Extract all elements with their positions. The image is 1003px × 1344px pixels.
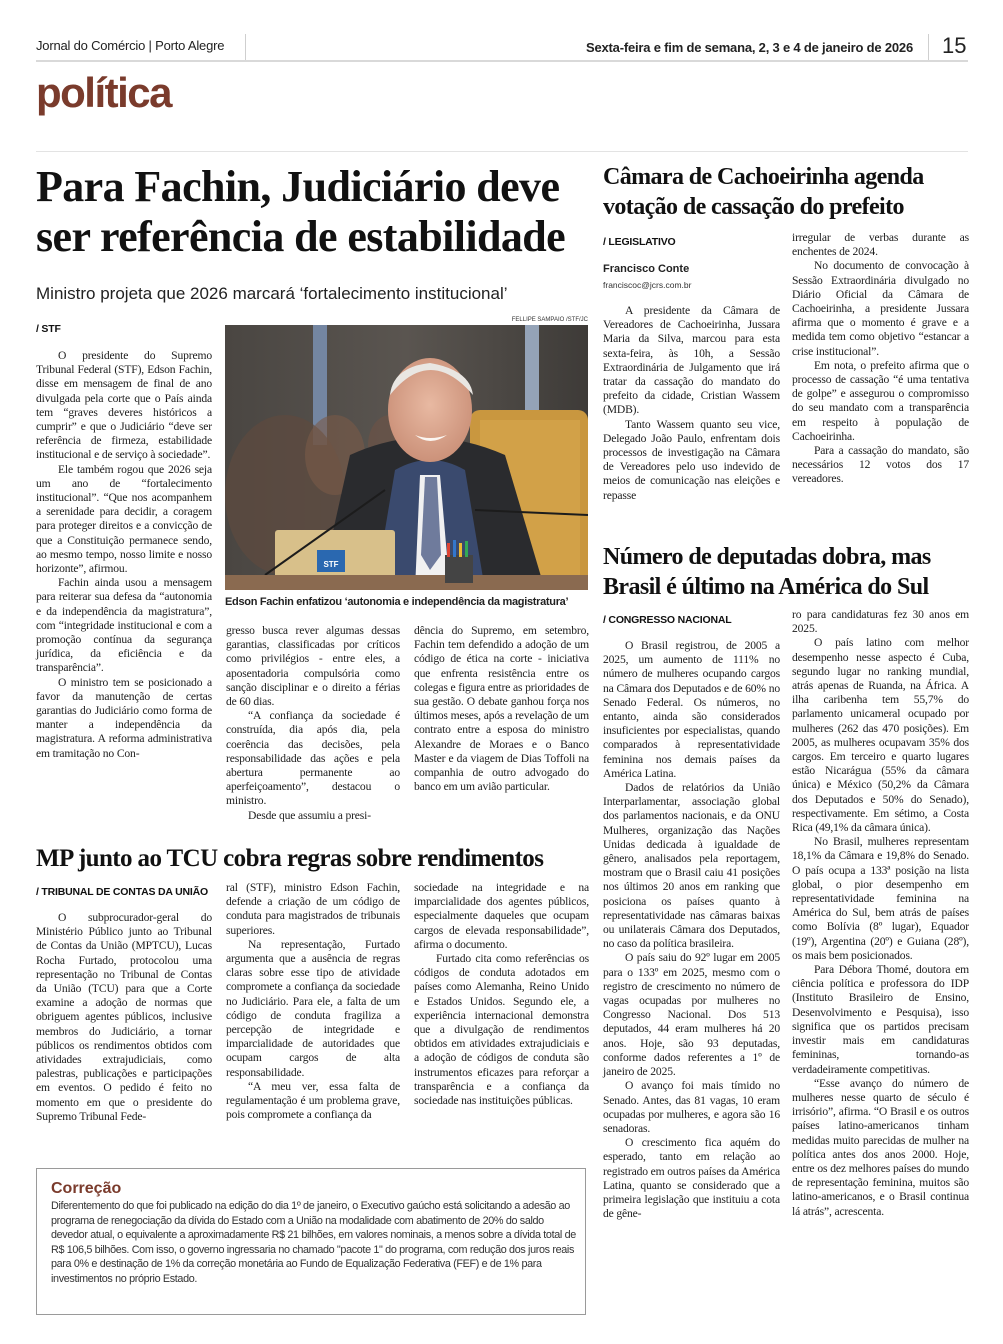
paragraph: O ministro tem se posicionado a favor da manutenção de certas garantias do Judiciário como forma de manter a independência da magistratura. A reforma administrativa em tramitação no Con- <box>36 675 212 760</box>
paragraph: Furtado cita como referências os códigos de conduta adotados em países como Alemanha, Reino Unido e Estados Unidos. Segundo ele, a experiência internacional demonstra que a divulgação de rendimentos obtidos em atividades extrajudiciais e a adoção de códigos de conduta são instrumentos eficazes para reforçar a transparência e a confiança da sociedade nas instituições públicas. <box>414 952 589 1108</box>
deputadas-column-1 <box>603 639 780 1221</box>
mp-headline: MP junto ao TCU cobra regras sobre rendimentos <box>36 845 544 872</box>
paragraph: No Brasil, mulheres representam 18,1% da Câmara e 19,8% do Senado. O país ocupa a 133ª posição na lista global, o pior desempenho em representatividade feminina na América do Sul, bem atrás de países como Bolívia (8º lugar), Equador (19º), Argentina (20º) e Guiana (28º), os mais bem posicionados. <box>792 835 969 962</box>
section-title: política <box>36 69 172 116</box>
photo-caption: Edson Fachin enfatizou ‘autonomia e independência da magistratura’ <box>225 596 569 608</box>
camara-headline: Câmara de Cachoeirinha agenda votação de cassação do prefeito <box>603 164 924 220</box>
paragraph: ral (STF), ministro Edson Fachin, defende a criação de um código de conduta para magistrados de tribunais superiores. <box>226 881 400 937</box>
deputadas-headline: Número de deputadas dobra, mas Brasil é último na América do Sul <box>603 544 931 600</box>
paragraph: “Esse avanço do número de mulheres nesse quarto de século é irrisório”, afirma. “O Brasil e os outros países latino-americanos tinham medidas muito parecidas de mulher na política antes dos anos 2000. Hoje, entre os dez melhores países do mundo de representação feminina, muitos são latino-americanos, e o Brasil continua lá atrás”, acrescenta. <box>792 1076 969 1218</box>
paragraph: Dados de relatórios da União Interparlamentar, associação global dos parlamentos nacionais, e da ONU Mulheres, organização das Nações Unidas dedicada à igualdade de gênero, analisados pela reportagem, mostram que o Brasil caiu 41 posições nos últimos 20 anos em ranking que posiciona os países quanto à representatividade nas câmaras baixas ou unilaterais Câmara dos Deputados, no caso da política brasileira. <box>603 781 780 951</box>
camara-column-1 <box>603 304 780 503</box>
deputadas-tag: / CONGRESSO NACIONAL <box>603 614 732 626</box>
photo-credit: FELLIPE SAMPAIO /STF/JC <box>511 317 588 323</box>
main-subhead: Ministro projeta que 2026 marcará ‘fortalecimento institucional’ <box>36 284 508 303</box>
stf-logo-text: STF <box>323 560 339 569</box>
main-column-2 <box>226 624 400 823</box>
paragraph: ro para candidaturas fez 30 anos em 2025. <box>792 608 969 636</box>
paragraph: gresso busca rever algumas dessas garantias, classificadas por críticos como privilégios - entre eles, a aposentadoria compulsória como sanção disciplinar e o direito a férias de 60 dias. <box>226 624 400 709</box>
paragraph: dência do Supremo, em setembro, Fachin tem defendido a adoção de um código de ética na corte - iniciativa que enfrenta resistência entre os colegas e figura entre as prioridades de sua gestão. O debate ganhou força nos últimos meses, após a revelação de um contrato entre a esposa do ministro Alexandre de Moraes e o Banco Master e da viagem de Dias Toffoli na companhia de outro advogado do banco em um avião particular. <box>414 624 589 794</box>
correction-title: Correção <box>51 1180 122 1197</box>
fachin-photo <box>225 325 588 590</box>
paragraph: Para a cassação do mandato, são necessários 12 votos dos 17 vereadores. <box>792 444 969 486</box>
header-rule <box>36 60 968 62</box>
main-tag: / STF <box>36 323 61 335</box>
paragraph: O crescimento fica aquém do esperado, tanto em relação ao registrado em outros países da América Latina, quanto se considerado que a primeira legislação que instituiu a cota de gêne- <box>603 1136 780 1221</box>
camara-column-2 <box>792 231 969 487</box>
paragraph: Para Débora Thomé, doutora em ciência política e professora do IDP (Instituto Brasileiro de Ensino, Desenvolvimento e Pesquisa), isso significa que os partidos precisam investir mais em candidaturas femininas, tornando-as verdadeiramente competitivas. <box>792 963 969 1076</box>
header-divider <box>928 34 929 60</box>
deputadas-column-2 <box>792 608 969 1219</box>
main-column-3 <box>414 624 589 794</box>
main-headline: Para Fachin, Judiciário deve ser referência de estabilidade <box>36 162 566 261</box>
paragraph: Ele também rogou que 2026 seja um ano de “fortalecimento institucional”. “Que nos acompanhem a serenidade para decidir, a coragem para proteger direitos e a convicção de que a Constituição permanece sendo, ao mesmo tempo, nosso limite e nosso horizonte”, afirmou. <box>36 462 212 576</box>
mp-column-3 <box>414 881 589 1108</box>
header-divider <box>245 34 246 60</box>
paragraph: O Brasil registrou, de 2005 a 2025, um aumento de 111% no número de mulheres ocupando cargos na Câmara dos Deputados e de 60% no Senado Federal. Os números, no entanto, ainda são considerados insuficientes por especialistas, quando comparados à representatividade feminina nos demais países da América Latina. <box>603 639 780 780</box>
author-name: Francisco Conte <box>603 263 690 275</box>
paragraph: O subprocurador-geral do Ministério Público junto ao Tribunal de Contas da União (MPTCU), Lucas Rocha Furtado, protocolou uma representação no Tribunal de Contas da União (TCU) para que a Corte examine a adoção de normas que obriguem agentes públicos, inclusive membros do Judiciário, a tornar públicos os rendimentos obtidos com atividades extrajudiciais, como palestras, publicações e participações em eventos. O pedido é feito no momento em que o presidente do Supremo Tribunal Fede- <box>36 911 212 1123</box>
section-rule <box>36 151 968 152</box>
paragraph: “A confiança da sociedade é construída, dia após dia, pela coerência das decisões, pela responsabilidade das ações e pela abertura permanente ao aperfeiçoamento”, destacou o ministro. <box>226 709 400 808</box>
page-number: 15 <box>942 33 967 58</box>
paragraph: No documento de convocação à Sessão Extraordinária divulgado no Diário Oficial da Câmara de Cachoeirinha, a presidente Jussara afirma que o momento é grave e a medida tem como objetivo “estancar a crise institucional”. <box>792 259 969 358</box>
correction-box <box>36 1168 586 1315</box>
main-column-1 <box>36 349 212 761</box>
paragraph: Desde que assumiu a presi- <box>248 808 371 822</box>
issue-date: Sexta-feira e fim de semana, 2, 3 e 4 de janeiro de 2026 <box>586 40 913 55</box>
publication-name: Jornal do Comércio | Porto Alegre <box>36 38 225 53</box>
paragraph: O presidente do Supremo Tribunal Federal (STF), Edson Fachin, disse em mensagem de final de ano divulgada pela corte que o País ainda tem “graves deveres históricos a cumprir” e que o Judiciário “deve ser referência de firmeza, estabilidade institucional e de serviço à sociedade”. <box>36 349 212 462</box>
paragraph: Fachin ainda usou a mensagem para reiterar sua defesa da “autonomia e da independência da magistratura”, com “integridade institucional e com a promoção contínua da segurança jurídica, da eficiência e da transparência”. <box>36 576 212 675</box>
paragraph: Tanto Wassem quanto seu vice, Delegado João Paulo, enfrentam dois processos de investigação na Câmara de Vereadores pelo uso indevido de meios de comunicação nas eleições e repasse <box>603 417 780 502</box>
camara-tag: / LEGISLATIVO <box>603 236 676 248</box>
paragraph: irregular de verbas durante as enchentes de 2024. <box>792 231 969 259</box>
paragraph: sociedade na integridade e na imparcialidade dos agentes públicos, especialmente daqueles que ocupam cargos de elevada responsabilidade”, afirma o documento. <box>414 881 589 951</box>
photo-illustration <box>225 325 588 590</box>
paragraph: “A meu ver, essa falta de regulamentação é um problema grave, pois compromete a confiança da <box>226 1079 400 1122</box>
author-email[interactable]: franciscoc@jcrs.com.br <box>603 280 692 290</box>
paragraph: O país saiu do 92º lugar em 2005 para o 133º em 2025, mesmo com o registro de crescimento no número de vagas ocupadas por mulheres no Congresso Nacional. Dos 513 deputados, 44 eram mulheres há 20 anos. Hoje, são 93 deputadas, conforme dados referentes a 1º de janeiro de 2025. <box>603 951 780 1079</box>
paragraph: O país latino com melhor desempenho nesse aspecto é Cuba, segundo lugar no ranking mundial, atrás apenas de Ruanda, na África. A ilha caribenha tem 55,7% do parlamento unicameral ocupado por mulheres (262 das 470 posições). Em 2005, as mulheres ocupavam 35% dos cargos. Em terceiro e quarto lugares estão Nicarágua (55% da câmara única) e México (50,2% da Câmara dos Deputados e 50% do Senado), respectivamente. Em sétimo, a Costa Rica (49,1% da câmara única). <box>792 636 969 835</box>
paragraph: Na representação, Furtado argumenta que a ausência de regras claras sobre esse tipo de atividade compromete a confiança da sociedade no Judiciário. Para ele, a falta de um código de conduta fragiliza a percepção de integridade e imparcialidade de autoridades que ocupam cargos de alta responsabilidade. <box>226 937 400 1079</box>
mp-tag: / TRIBUNAL DE CONTAS DA UNIÃO <box>36 886 208 898</box>
paragraph: A presidente da Câmara de Vereadores de Cachoeirinha, Jussara Maria da Silva, marcou para esta sexta-feira, às 10h, a Sessão Extraordinária de Julgamento que irá tratar da cassação do mandato do prefeito da cidade, Cristian Wassem (MDB). <box>603 304 780 417</box>
mp-column-2 <box>226 881 400 1122</box>
paragraph: Em nota, o prefeito afirma que o processo de cassação “é uma tentativa de golpe” e assegurou o compromisso do seu mandato com a transparência em respeito à população de Cachoeirinha. <box>792 358 969 443</box>
correction-text: Diferentemento do que foi publicado na edição do dia 1º de janeiro, o Executivo gaúcho está solicitando a adesão ao programa de renegociação da dívida do Estado com a União na modalidade com abatimento de 20% do saldo devedor atual, o equivalente a aproximadamente R$ 21 bilhões, em valores nominais, a menos sobre a dívida total de R$ 106,5 bilhões. Com isso, o governo ingressaria no chamado "pacote 1" do programa, com redução dos juros reais para 0% e destinação de 1% da correção monetária ao Fundo de Equalização Federativa (FEF) e de 1% para investimentos no próprio Estado. <box>51 1200 576 1285</box>
mp-column-1 <box>36 911 212 1124</box>
paragraph: O avanço foi mais tímido no Senado. Antes, das 81 vagas, 10 eram ocupadas por mulheres, e agora são 16 senadoras. <box>603 1079 780 1135</box>
